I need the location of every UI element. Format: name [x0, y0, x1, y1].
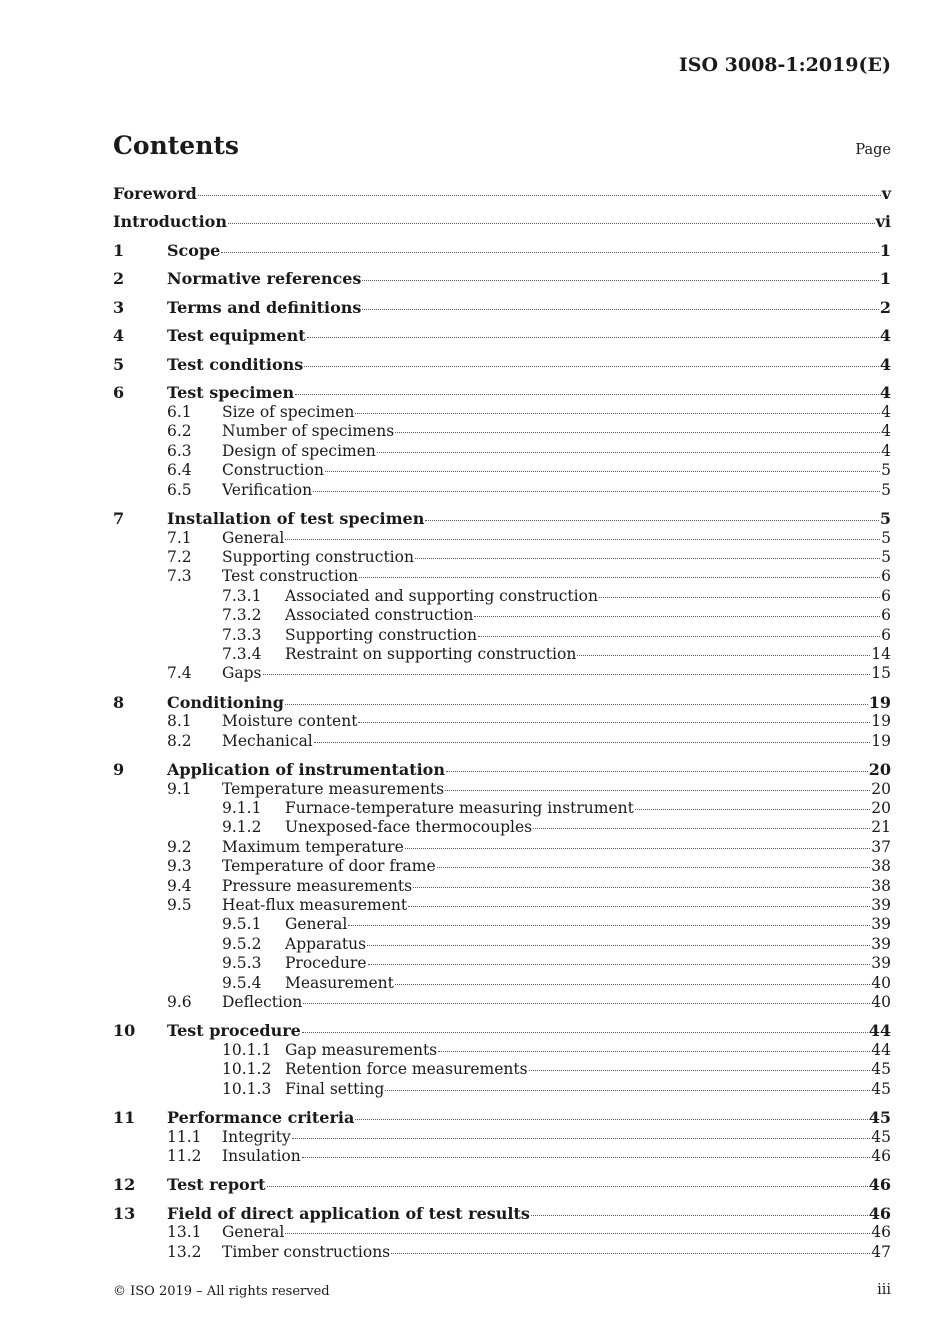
toc-entry-title: Retention force measurements: [285, 1060, 528, 1079]
toc-entry-title: Mechanical: [222, 731, 313, 750]
toc-entry-title: Construction: [222, 461, 324, 480]
dot-leader: [367, 945, 870, 946]
dot-leader: [359, 577, 880, 578]
toc-entry-number: 6.1: [167, 402, 192, 421]
dot-leader: [437, 867, 871, 868]
dot-leader: [377, 452, 880, 453]
toc-entry[interactable]: [113, 529, 891, 548]
toc-entry-page: 21: [871, 818, 891, 837]
toc-entry-page: 39: [871, 954, 891, 973]
dot-leader: [302, 1032, 868, 1033]
toc-entry-page: 45: [871, 1127, 891, 1146]
toc-entry[interactable]: [113, 1243, 891, 1262]
toc-entry-page: 20: [871, 779, 891, 798]
toc-entry-number: 9.1.1: [222, 798, 262, 817]
toc-entry-number: 9.5.1: [222, 915, 262, 934]
toc-entry-title: Verification: [222, 480, 313, 499]
toc-entry-number: 1: [113, 240, 125, 260]
toc-entry[interactable]: [113, 993, 891, 1012]
dot-leader: [348, 925, 870, 926]
toc-entry[interactable]: [113, 857, 891, 876]
toc-entry-number: 10.1.1: [222, 1040, 272, 1059]
toc-entry[interactable]: [113, 780, 891, 799]
toc-entry-number: 3: [113, 297, 125, 317]
toc-entry-title: Associated and supporting construction: [285, 586, 598, 605]
toc-entry-page: 5: [881, 547, 891, 566]
toc-entry-title: Scope: [167, 240, 221, 260]
toc-entry-page: 19: [868, 692, 891, 712]
dot-leader: [635, 809, 870, 810]
toc-entry-page: 6: [881, 606, 891, 625]
dot-leader: [405, 848, 871, 849]
toc-entry-title: Pressure measurements: [222, 876, 413, 895]
toc-entry[interactable]: [113, 818, 891, 837]
toc-entry-page: 2: [879, 297, 891, 317]
toc-entry-number: 9.2: [167, 837, 192, 856]
toc-entry-number: 8: [113, 692, 125, 712]
dot-leader: [438, 1051, 870, 1052]
toc-entry[interactable]: [113, 461, 891, 480]
dot-leader: [413, 887, 870, 888]
toc-entry[interactable]: [113, 626, 891, 645]
toc-entry-title: Test specimen: [167, 383, 295, 403]
toc-entry[interactable]: [113, 974, 891, 993]
toc-entry-title: Supporting construction: [285, 625, 477, 644]
toc-entry[interactable]: [113, 1021, 891, 1041]
toc-entry-page: 20: [871, 798, 891, 817]
toc-entry-number: 8.1: [167, 712, 192, 731]
toc-entry-page: 1: [879, 269, 891, 289]
toc-entry-title: Installation of test specimen: [167, 508, 425, 528]
toc-entry[interactable]: [113, 298, 891, 318]
dot-leader: [577, 655, 870, 656]
toc-entry-number: 2: [113, 269, 125, 289]
toc-entry[interactable]: [113, 1060, 891, 1079]
toc-entry[interactable]: [113, 1041, 891, 1060]
toc-entry-title: Conditioning: [167, 692, 284, 712]
toc-entry-title: Heat-flux measurement: [222, 895, 408, 914]
toc-entry-page: 39: [871, 895, 891, 914]
toc-entry-number: 9.6: [167, 993, 192, 1011]
dot-leader: [263, 674, 871, 675]
toc-entry-page: 47: [871, 1242, 891, 1261]
dot-leader: [228, 223, 875, 224]
dot-leader: [478, 636, 880, 637]
toc-entry-page: 44: [868, 1021, 891, 1041]
toc-entry-page: 20: [868, 759, 891, 779]
toc-entry-title: Temperature measurements: [222, 779, 445, 798]
toc-entry[interactable]: [113, 481, 891, 500]
toc-entry-number: 7.3: [167, 567, 192, 586]
toc-entry-title: Furnace-temperature measuring instrument: [285, 798, 634, 817]
dot-leader: [303, 1003, 870, 1004]
toc-entry-page: 4: [881, 441, 891, 460]
toc-entry-page: 5: [881, 461, 891, 480]
dot-leader: [285, 539, 880, 540]
copyright-notice: © ISO 2019 – All rights reserved: [113, 1284, 330, 1299]
toc-entry[interactable]: [113, 269, 891, 289]
toc-entry-page: 46: [871, 1223, 891, 1242]
toc-entry-title: Moisture content: [222, 712, 358, 731]
toc-entry[interactable]: [113, 935, 891, 954]
toc-entry-number: 11: [113, 1108, 136, 1127]
toc-entry[interactable]: [113, 567, 891, 586]
toc-entry-page: 4: [879, 383, 891, 403]
dot-leader: [355, 413, 880, 414]
toc-entry-number: 9: [113, 759, 125, 779]
toc-entry[interactable]: [113, 587, 891, 606]
toc-entry-page: 39: [871, 915, 891, 934]
toc-entry[interactable]: [113, 712, 891, 731]
toc-entry-number: 9.1: [167, 779, 192, 798]
dot-leader: [267, 1186, 868, 1187]
toc-entry-page: 46: [871, 1147, 891, 1165]
toc-entry-number: 11.1: [167, 1127, 202, 1146]
toc-entry-number: 7: [113, 508, 125, 528]
toc-entry-page: 37: [871, 837, 891, 856]
dot-leader: [304, 366, 879, 367]
toc-entry-page: 38: [871, 857, 891, 876]
toc-entry-page: 5: [881, 528, 891, 547]
toc-entry-number: 9.5.4: [222, 973, 262, 992]
toc-entry-title: Gap measurements: [285, 1040, 438, 1059]
toc-entry-page: 38: [871, 876, 891, 895]
toc-entry-number: 10.1.2: [222, 1060, 272, 1079]
toc-entry-number: 7.3.3: [222, 625, 262, 644]
toc-entry-title: Performance criteria: [167, 1108, 355, 1127]
toc-entry[interactable]: [113, 954, 891, 973]
toc-entry[interactable]: [113, 896, 891, 915]
toc-entry-title: Size of specimen: [222, 402, 355, 421]
dot-leader: [533, 828, 870, 829]
toc-entry-page: 46: [868, 1175, 891, 1195]
toc-entry[interactable]: [113, 241, 891, 261]
dot-leader: [408, 906, 870, 907]
toc-entry-number: 9.5: [167, 895, 192, 914]
toc-entry-page: 6: [881, 625, 891, 644]
toc-entry-title: Final setting: [285, 1079, 385, 1098]
toc-entry-number: 13: [113, 1203, 136, 1223]
toc-entry-page: 40: [871, 993, 891, 1011]
toc-entry[interactable]: [113, 664, 891, 683]
dot-leader: [313, 491, 880, 492]
toc-entry[interactable]: [113, 1175, 891, 1195]
dot-leader: [198, 195, 881, 196]
toc-entry-page: 5: [881, 480, 891, 499]
toc-entry-title: Introduction: [113, 212, 227, 232]
dot-leader: [368, 964, 871, 965]
toc-entry[interactable]: [113, 915, 891, 934]
toc-entry-page: 39: [871, 934, 891, 953]
toc-entry-title: Field of direct application of test results: [167, 1203, 530, 1223]
toc-entry[interactable]: [113, 422, 891, 441]
toc-entry-number: 13.1: [167, 1223, 202, 1242]
toc-entry-number: 7.3.2: [222, 606, 262, 625]
toc-entry-page: 14: [871, 644, 891, 663]
toc-entry[interactable]: [113, 1204, 891, 1224]
dot-leader: [314, 742, 870, 743]
toc-entry-title: Terms and definitions: [167, 297, 362, 317]
toc-entry-title: General: [222, 528, 285, 547]
dot-leader: [302, 1157, 871, 1158]
toc-entry[interactable]: [113, 1147, 891, 1166]
toc-entry-title: Unexposed-face thermocouples: [285, 818, 533, 837]
dot-leader: [325, 471, 880, 472]
toc-entry-page: 45: [868, 1108, 891, 1127]
toc-entry[interactable]: [113, 1080, 891, 1099]
toc-entry-number: 7.1: [167, 528, 192, 547]
toc-entry[interactable]: [113, 645, 891, 664]
toc-entry-page: 1: [879, 240, 891, 260]
toc-entry-number: 7.4: [167, 664, 192, 683]
toc-entry-number: 6.5: [167, 480, 192, 499]
toc-entry-page: 46: [868, 1203, 891, 1223]
toc-entry-title: Test report: [167, 1175, 266, 1195]
toc-entry-number: 6: [113, 383, 125, 403]
toc-entry-number: 10: [113, 1021, 136, 1041]
toc-entry-title: Deflection: [222, 993, 303, 1011]
page-column-label: Page: [855, 142, 891, 158]
toc-entry-page: v: [881, 184, 891, 203]
toc-entry-page: 4: [881, 422, 891, 441]
dot-leader: [358, 722, 870, 723]
dot-leader: [445, 790, 870, 791]
toc-entry-number: 7.3.4: [222, 644, 262, 663]
toc-entry-title: Number of specimens: [222, 422, 395, 441]
toc-entry-number: 9.5.3: [222, 954, 262, 973]
toc-entry-number: 6.2: [167, 422, 192, 441]
toc-entry-title: Restraint on supporting construction: [285, 644, 577, 663]
toc-entry-title: Test procedure: [167, 1021, 301, 1041]
toc-entry-title: Normative references: [167, 269, 362, 289]
toc-entry[interactable]: [113, 799, 891, 818]
toc-entry-title: Timber constructions: [222, 1242, 391, 1261]
toc-entry-page: 40: [871, 973, 891, 992]
toc-entry-page: 4: [879, 354, 891, 374]
toc-entry[interactable]: [113, 383, 891, 403]
toc-entry[interactable]: [113, 1108, 891, 1128]
dot-leader: [395, 984, 870, 985]
toc-entry-number: 11.2: [167, 1147, 202, 1165]
toc-entry[interactable]: [113, 184, 891, 204]
toc-entry-title: Integrity: [222, 1127, 291, 1146]
table-of-contents: [113, 184, 891, 1262]
toc-entry-page: 45: [871, 1060, 891, 1079]
toc-entry-title: Insulation: [222, 1147, 301, 1165]
toc-entry-title: General: [285, 915, 348, 934]
toc-entry-title: Design of specimen: [222, 441, 376, 460]
toc-entry-title: Temperature of door frame: [222, 857, 436, 876]
toc-entry-number: 5: [113, 354, 125, 374]
toc-entry-number: 13.2: [167, 1242, 202, 1261]
toc-entry-number: 10.1.3: [222, 1079, 272, 1098]
dot-leader: [295, 394, 879, 395]
toc-entry-number: 6.4: [167, 461, 192, 480]
toc-entry-title: Measurement: [285, 973, 394, 992]
toc-entry-title: Gaps: [222, 664, 262, 683]
dot-leader: [391, 1253, 870, 1254]
toc-entry[interactable]: [113, 732, 891, 751]
dot-leader: [221, 252, 879, 253]
toc-entry-number: 9.4: [167, 876, 192, 895]
dot-leader: [599, 597, 880, 598]
toc-entry-number: 9.3: [167, 857, 192, 876]
toc-entry-number: 8.2: [167, 731, 192, 750]
toc-entry[interactable]: [113, 1128, 891, 1147]
dot-leader: [385, 1090, 870, 1091]
dot-leader: [292, 1138, 870, 1139]
toc-entry[interactable]: [113, 1223, 891, 1242]
toc-entry-page: 5: [879, 508, 891, 528]
dot-leader: [415, 558, 880, 559]
toc-entry-page: 6: [881, 586, 891, 605]
toc-entry-number: 7.2: [167, 547, 192, 566]
toc-entry[interactable]: [113, 326, 891, 346]
toc-entry-title: Test construction: [222, 567, 359, 586]
toc-entry-title: Supporting construction: [222, 547, 414, 566]
toc-entry-title: Foreword: [113, 184, 197, 203]
page-number: iii: [877, 1282, 891, 1298]
toc-entry[interactable]: [113, 548, 891, 567]
toc-entry-number: 6.3: [167, 441, 192, 460]
toc-entry-page: 19: [871, 712, 891, 731]
toc-entry-page: vi: [875, 212, 891, 232]
toc-entry-number: 12: [113, 1175, 136, 1195]
dot-leader: [425, 520, 879, 521]
dot-leader: [529, 1070, 871, 1071]
toc-entry-number: 9.1.2: [222, 818, 262, 837]
toc-entry-page: 15: [871, 664, 891, 683]
toc-entry-title: Apparatus: [285, 934, 367, 953]
toc-entry[interactable]: [113, 212, 891, 232]
toc-entry[interactable]: [113, 838, 891, 857]
dot-leader: [355, 1119, 867, 1120]
dot-leader: [362, 309, 878, 310]
dot-leader: [285, 1233, 870, 1234]
toc-entry-page: 4: [879, 326, 891, 346]
toc-entry-title: Test equipment: [167, 326, 306, 346]
toc-entry[interactable]: [113, 877, 891, 896]
toc-entry-title: Test conditions: [167, 354, 304, 374]
toc-entry-number: 4: [113, 326, 125, 346]
toc-entry[interactable]: [113, 760, 891, 780]
dot-leader: [531, 1215, 868, 1216]
toc-entry-page: 19: [871, 731, 891, 750]
toc-entry-number: 9.5.2: [222, 934, 262, 953]
toc-entry-page: 44: [871, 1040, 891, 1059]
toc-entry-page: 6: [881, 567, 891, 586]
toc-entry[interactable]: [113, 606, 891, 625]
toc-entry-title: Procedure: [285, 954, 367, 973]
toc-entry-number: 7.3.1: [222, 586, 262, 605]
dot-leader: [307, 337, 879, 338]
dot-leader: [395, 432, 880, 433]
dot-leader: [362, 280, 878, 281]
toc-entry-page: 4: [881, 402, 891, 421]
toc-entry[interactable]: [113, 355, 891, 375]
contents-title: Contents: [113, 131, 240, 160]
toc-entry[interactable]: [113, 403, 891, 422]
document-id: ISO 3008-1:2019(E): [678, 54, 891, 76]
toc-entry-title: Application of instrumentation: [167, 759, 445, 779]
toc-entry[interactable]: [113, 509, 891, 529]
dot-leader: [474, 616, 880, 617]
toc-entry-page: 45: [871, 1079, 891, 1098]
toc-entry-title: Maximum temperature: [222, 837, 404, 856]
toc-entry-title: General: [222, 1223, 285, 1242]
toc-entry[interactable]: [113, 693, 891, 713]
dot-leader: [446, 771, 868, 772]
toc-entry[interactable]: [113, 442, 891, 461]
toc-entry-title: Associated construction: [285, 606, 474, 625]
dot-leader: [285, 704, 868, 705]
